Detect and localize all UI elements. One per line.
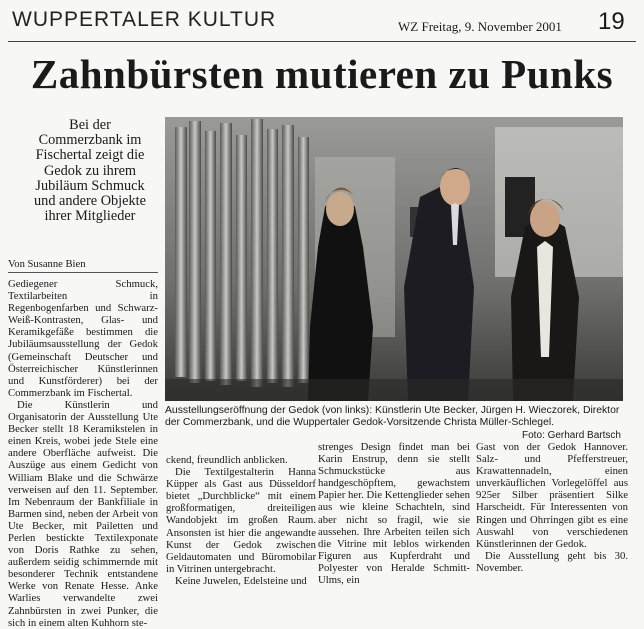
photo-caption: Ausstellungseröffnung der Gedok (von links): Künstlerin Ute Becker, Jürgen H. Wieczorek, Direktor der Commerzbank, und die Wuppertaler Gedok-Vorsitzende Christa Müller-Schlegel. [165,405,620,429]
paragraph: strenges Design findet man bei Karin Enstrup, denn sie stellt Schmuckstücke aus handgeschöpftem, gewachstem Papier her. Die Kettenglieder sehen aus wie kleine Schachteln, sind aber nicht so fragil, wie sie aussehen. Ihre Arbeiten teilen sich die Vitrine mit leblos wirkenden Figuren aus Kupferdraht und Polyester von Heralde Schmitt-Ulms, ein [318,441,470,587]
paragraph: Die Ausstellung geht bis 30. November. [476,549,628,574]
section-title: WUPPERTALER KULTUR [12,8,277,31]
paragraph: ckend, freundlich anblicken. [166,454,288,466]
paragraph: Die Textilgestalterin Hanna Küpper als Gast aus Düsseldorf bietet „Durchblicke“ mit einem großformatigen, dreiteiligen Wandobjekt im großen Raum. Ansonsten ist hier die angewandte Kunst der Gedok zwischen Geldautomaten und Büromobilar in Vitrinen untergebracht. [166,466,316,575]
article-column-3 [318,441,470,586]
article-column-2 [166,454,316,587]
subheadline: Bei der Commerzbank im Fischertal zeigt die Gedok zu ihrem Jubiläum Schmuck und andere Objekte ihrer Mitglieder [34,117,146,225]
byline-rule [8,272,158,273]
paragraph: Keine Juwelen, Edelsteine und [175,574,307,587]
photo-credit: Foto: Gerhard Bartsch [522,430,621,441]
header-rule [8,41,636,42]
exhibition-photo [165,117,623,401]
issue-date: WZ Freitag, 9. November 2001 [398,19,562,34]
paragraph: Gast von der Gedok Hannover. Salz- und Pfefferstreuer, Krawattennadeln, einen unverkäuflichen Vorlegelöffel aus 925er Silber präsentiert Silke Harscheidt. Für Interessenten von Ringen und Ohrringen gibt es eine Auswahl von verschiedenen Künstlerinnen der Gedok. [476,441,628,550]
headline: Zahnbürsten mutieren zu Punks [30,51,614,97]
paragraph: Gediegener Schmuck, Textilarbeiten in Regenbogenfarben und Schwarz-Weiß-Kontrasten, Glas- und Keramikgefäße bestimmen die Jubiläumsausstellung der Gedok (Gemeinschaft Deutscher und Österreichischer Künstlerinnen und Kunstförderer) bei der Commerzbank im Fischertal. [8,278,158,399]
page-number: 19 [598,8,625,35]
paragraph: Die Künstlerin und Organisatorin der Ausstellung Ute Becker stellt 18 Keramikstelen in einen Kreis, wobei jede Stele eine andere Oberfläche aufweist. Die Auszüge aus einem Gedicht von William Blake und die Schwärze verweisen auf den 11. September. Im Nebenraum der Bankfiliale in Barmen sind, neben der Arbeit von Ute Becker, mit Pailetten und Perlen bestickte Textilexponate von Doris Rathke zu sehen, außerdem seidig schimmernde mit besonderer Technik entstandene Werke von Renate Hesse. Anke Warlies verwandelte zwei Zahnbürsten in zwei Punker, die sich in einem alten Kuhhorn ste- [8,398,158,629]
article-column-1 [8,278,158,629]
byline: Von Susanne Bien [8,259,86,270]
article-column-4 [476,441,628,574]
